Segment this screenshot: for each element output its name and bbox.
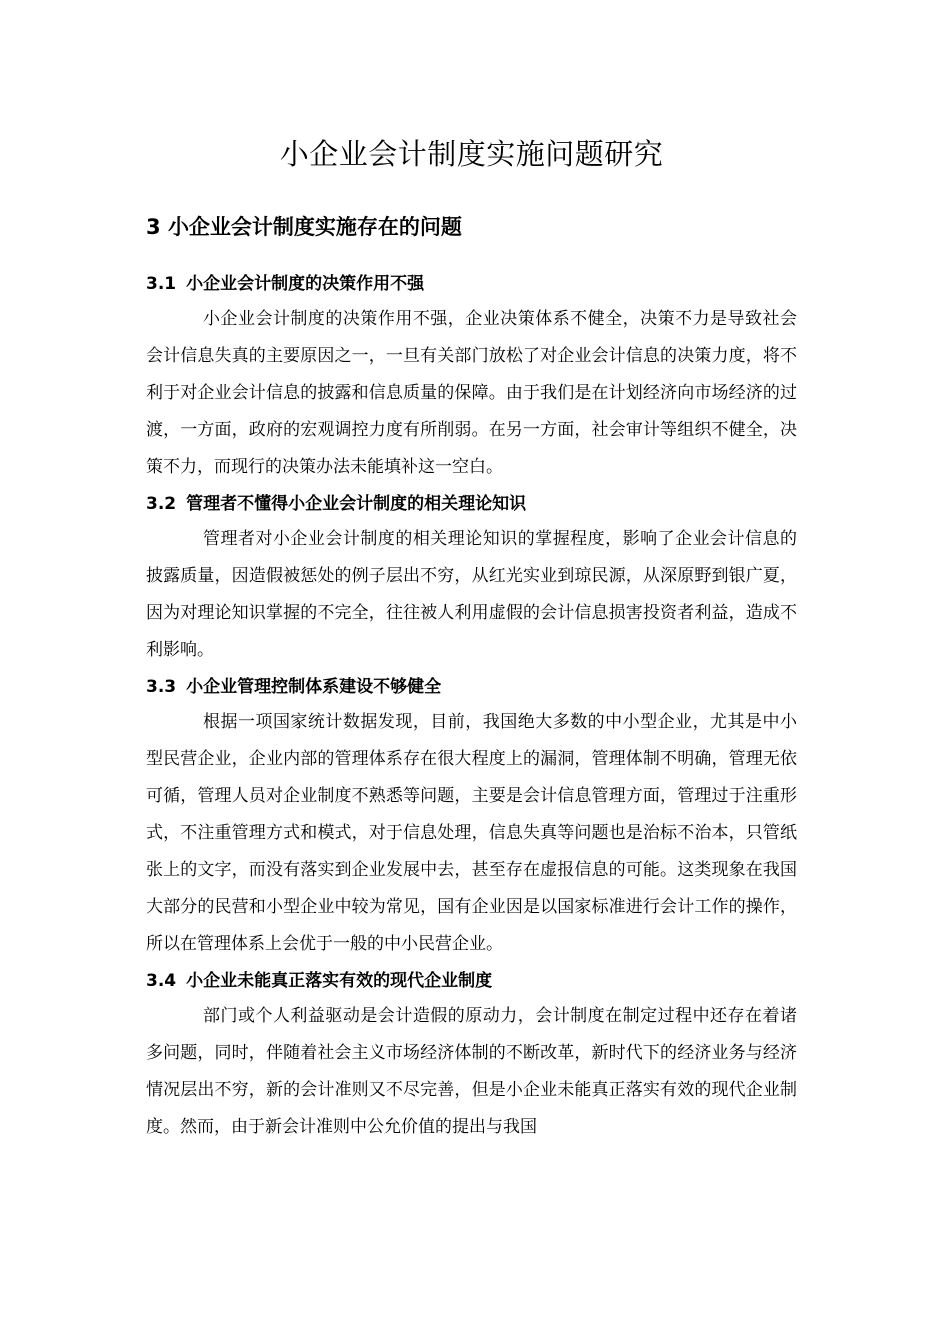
section-3-2 (146, 488, 797, 669)
section-heading (146, 488, 797, 521)
section-3-4 (146, 965, 797, 1146)
section-title: 管理者不懂得小企业会计制度的相关理论知识 (186, 494, 527, 514)
section-number: 3.4 (146, 971, 177, 991)
section-heading (146, 965, 797, 998)
section-title: 小企业会计制度的决策作用不强 (186, 274, 425, 294)
section-number: 3.2 (146, 494, 177, 514)
section-3-1 (146, 268, 797, 486)
section-title: 小企业未能真正落实有效的现代企业制度 (186, 971, 493, 991)
section-3-3 (146, 671, 797, 963)
section-paragraph: 管理者对小企业会计制度的相关理论知识的掌握程度，影响了企业会计信息的披露质量，因造假被惩处的例子层出不穷，从红光实业到琼民源，从深原野到银广夏，因为对理论知识掌握的不完全，往往被人利用虚假的会计信息损害投资者利益，造成不利影响。 (146, 529, 797, 660)
section-heading (146, 268, 797, 301)
section-number: 3.3 (146, 677, 177, 697)
section-paragraph: 小企业会计制度的决策作用不强，企业决策体系不健全，决策不力是导致社会会计信息失真的主要原因之一，一旦有关部门放松了对企业会计信息的决策力度，将不利于对企业会计信息的披露和信息质量的保障。由于我们是在计划经济向市场经济的过渡，一方面，政府的宏观调控力度有所削弱。在另一方面，社会审计等组织不健全，决策不力，而现行的决策办法未能填补这一空白。 (146, 309, 797, 477)
section-heading (146, 671, 797, 704)
section-title: 小企业管理控制体系建设不够健全 (186, 677, 442, 697)
section-paragraph: 部门或个人利益驱动是会计造假的原动力，会计制度在制定过程中还存在着诸多问题，同时，伴随着社会主义市场经济体制的不断改革，新时代下的经济业务与经济情况层出不穷，新的会计准则又不尽完善，但是小企业未能真正落实有效的现代企业制度。然而，由于新会计准则中公允价值的提出与我国 (146, 1006, 797, 1137)
section-number: 3.1 (146, 274, 177, 294)
document-title: 小企业会计制度实施问题研究 (279, 137, 664, 171)
chapter-heading (146, 210, 797, 244)
section-paragraph: 根据一项国家统计数据发现，目前，我国绝大多数的中小型企业，尤其是中小型民营企业，企业内部的管理体系存在很大程度上的漏洞，管理体制不明确，管理无依可循，管理人员对企业制度不熟悉等问题，主要是会计信息管理方面，管理过于注重形式，不注重管理方式和模式，对于信息处理，信息失真等问题也是治标不治本，只管纸张上的文字，而没有落实到企业发展中去，甚至存在虚报信息的可能。这类现象在我国大部分的民营和小型企业中较为常见，国有企业因是以国家标准进行会计工作的操作，所以在管理体系上会优于一般的中小民营企业。 (146, 712, 797, 954)
chapter-title: 小企业会计制度实施存在的问题 (167, 215, 462, 239)
chapter-number: 3 (146, 215, 161, 239)
